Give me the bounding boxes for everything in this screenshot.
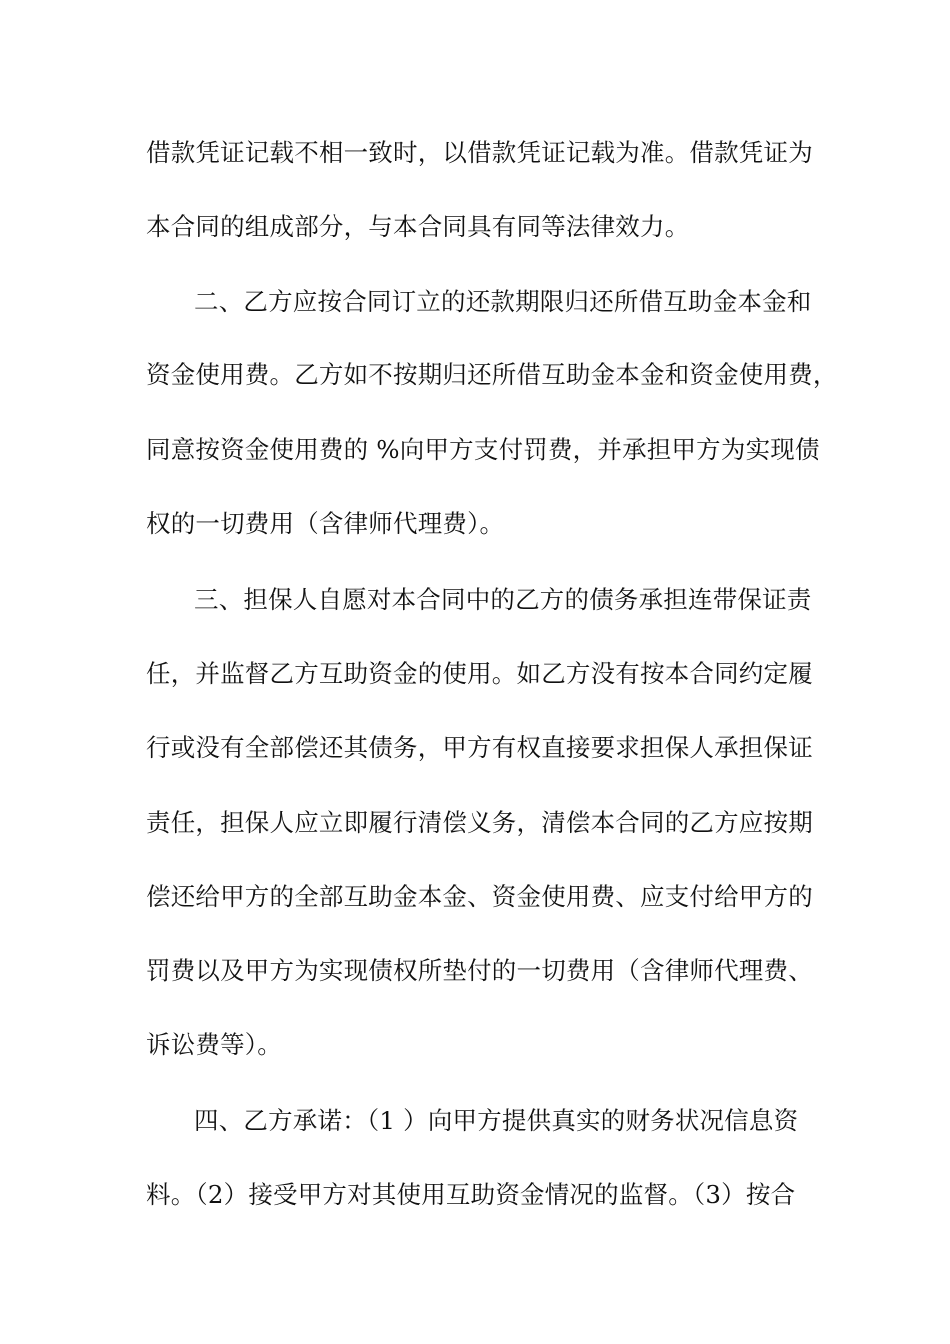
section-4-heading-line: 四、乙方承诺：（1 ）向甲方提供真实的财务状况信息资 [194, 1106, 799, 1135]
text-line: 借款凭证记载不相一致时，以借款凭证记载为准。借款凭证为 [146, 138, 813, 167]
text-line: 诉讼费等）。 [146, 1030, 282, 1059]
text-line: 本合同的组成部分，与本合同具有同等法律效力。 [146, 212, 690, 241]
text-line: 料。（2）接受甲方对其使用互助资金情况的监督。（3）按合 [146, 1180, 796, 1209]
text-line: 行或没有全部偿还其债务，甲方有权直接要求担保人承担保证 [146, 733, 813, 762]
section-2-heading-line: 二、乙方应按合同订立的还款期限归还所借互助金本金和 [194, 287, 812, 316]
section-3-heading-line: 三、担保人自愿对本合同中的乙方的债务承担连带保证责 [194, 585, 812, 614]
text-line: 资金使用费。乙方如不按期归还所借互助金本金和资金使用费， [146, 360, 838, 389]
text-line: 任，并监督乙方互助资金的使用。如乙方没有按本合同约定履 [146, 659, 813, 688]
text-line: 责任，担保人应立即履行清偿义务，清偿本合同的乙方应按期 [146, 808, 813, 837]
text-line: 权的一切费用（含律师代理费）。 [146, 509, 505, 538]
text-line: 偿还给甲方的全部互助金本金、资金使用费、应支付给甲方的 [146, 882, 813, 911]
text-line: 罚费以及甲方为实现债权所垫付的一切费用（含律师代理费、 [146, 956, 813, 985]
text-line: 同意按资金使用费的 %向甲方支付罚费，并承担甲方为实现债 [146, 435, 820, 464]
